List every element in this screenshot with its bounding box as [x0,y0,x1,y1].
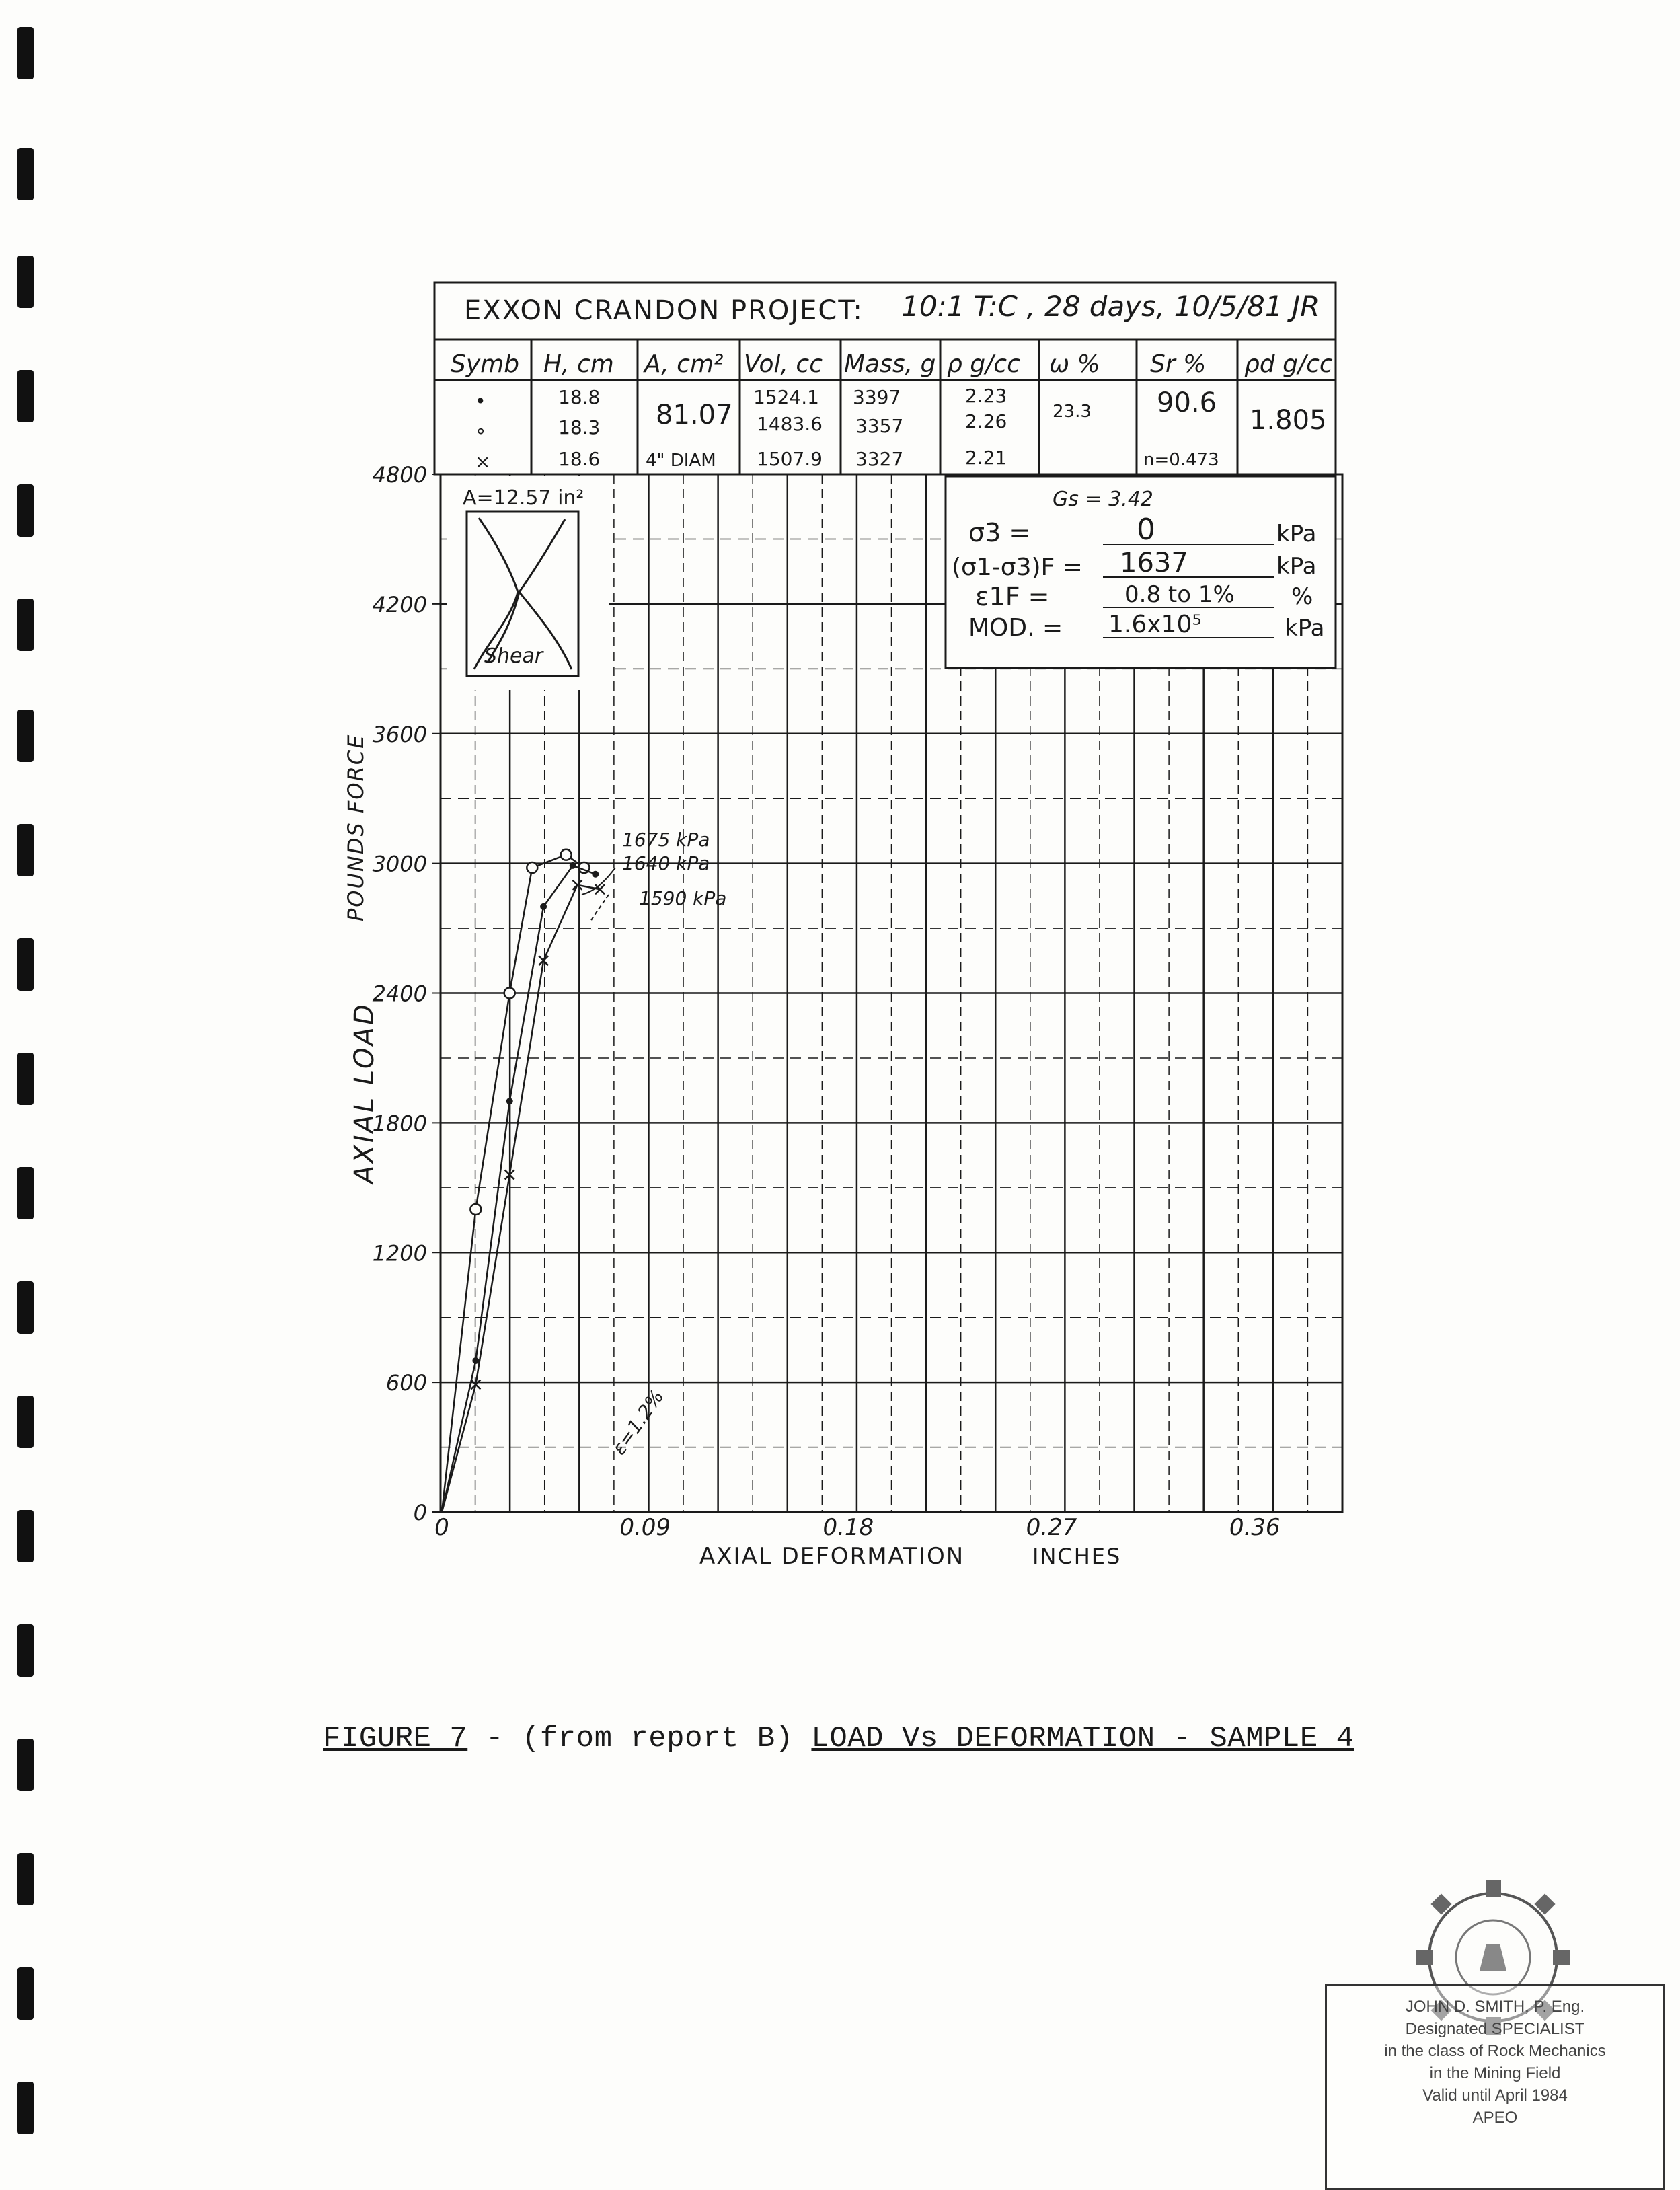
series-line-3 [442,885,600,1512]
y-axis-sublabel: POUNDS FORCE [343,733,369,921]
y-tick-label: 1200 [372,1240,427,1267]
col-header-w: ω % [1049,350,1100,378]
gs-value: Gs = 3.42 [1053,488,1153,511]
caption-title: LOAD Vs DEFORMATION - SAMPLE 4 [811,1722,1354,1755]
row-1-h: 18.8 [558,386,601,408]
y-tick-label: 4800 [372,462,427,488]
y-axis-label: AXIAL LOAD [349,1002,380,1184]
caption-prefix: FIGURE 7 [323,1722,468,1755]
row-3-rho: 2.21 [965,447,1007,469]
row-1-mass: 3397 [853,386,901,408]
stamp-line: APEO [1472,2109,1518,2127]
row-2-mass: 3357 [855,415,904,437]
annotation-strain: ε=1.2% [607,1386,669,1460]
row-1-rho: 2.23 [965,385,1007,407]
mod-value: 1.6x10⁵ [1108,611,1202,638]
col-header-area: A, cm² [644,350,724,378]
stamp-line: JOHN D. SMITH, P. Eng. [1405,1998,1585,2016]
row-3-h: 18.6 [558,448,601,470]
annotation-peak-1: 1675 kPa [622,829,710,851]
stamp-box [1325,1984,1665,2190]
row-2-h: 18.3 [558,416,601,439]
sigma3-unit: kPa [1276,521,1317,548]
saturation: 90.6 [1157,387,1217,418]
col-header-symb: Symb [451,350,520,378]
col-header-vol: Vol, cc [744,350,823,378]
x-tick-label: 0 [434,1514,449,1541]
x-axis-unit: INCHES [1032,1544,1122,1569]
row-2-vol: 1483.6 [757,413,823,435]
sigma3-label: σ3 = [968,518,1031,548]
specimen-failure-label: Shear [484,644,543,668]
series-line-2 [442,866,595,1512]
data-point-open-circle [504,988,515,999]
caption-middle: - (from report B) [467,1722,812,1755]
results-block [946,476,1336,668]
sigma3-value: 0 [1137,513,1155,547]
deviator-unit: kPa [1276,553,1317,580]
x-tick-label: 0.27 [1026,1514,1077,1541]
strain-value: 0.8 to 1% [1124,581,1235,608]
stamp-line: Designated SPECIALIST [1405,2020,1585,2038]
project-title: EXXON CRANDON PROJECT: [464,295,864,326]
strain-label: ε1F = [975,582,1050,611]
deviator-value: 1637 [1120,548,1188,578]
col-header-mass: Mass, g [844,350,936,378]
specimen-sketch [447,476,609,690]
x-tick-label: 0.09 [619,1514,671,1541]
x-tick-label: 0.18 [823,1514,874,1541]
strain-unit: % [1291,583,1313,610]
y-tick-label: 3600 [372,721,427,747]
annotation-peak-3: 1590 kPa [639,887,727,909]
deviator-label: (σ1-σ3)F = [952,554,1083,581]
y-tick-label: 3000 [372,851,427,877]
data-point-dot [592,871,599,878]
y-tick-label: 600 [385,1370,427,1396]
row-2-rho: 2.26 [965,410,1007,432]
data-point-dot [540,903,547,910]
y-tick-label: 4200 [372,591,427,617]
row-3-symbol: × [475,451,491,473]
x-tick-label: 0.36 [1229,1514,1281,1541]
data-point-open-circle [527,862,537,873]
stamp-line: in the class of Rock Mechanics [1384,2042,1606,2060]
col-header-h: H, cm [543,350,614,378]
annotation-peak-2: 1640 kPa [622,852,710,874]
row-3-vol: 1507.9 [757,448,823,470]
water-content: 23.3 [1053,402,1092,422]
y-tick-label: 2400 [372,981,427,1007]
stamp-line: Valid until April 1984 [1422,2086,1568,2105]
y-tick-label: 0 [413,1500,427,1525]
dry-density: 1.805 [1250,405,1327,436]
data-point-dot [570,862,576,869]
area-value: 81.07 [656,400,733,430]
row-1-vol: 1524.1 [753,386,819,408]
data-point-open-circle [470,1204,481,1215]
mod-unit: kPa [1285,615,1325,642]
project-detail: 10:1 T:C , 28 days, 10/5/81 JR [901,290,1320,323]
data-point-dot [472,1357,479,1364]
data-point-open-circle [561,849,572,860]
col-header-sr: Sr % [1150,350,1207,378]
col-header-rhod: ρd g/cc [1244,350,1333,378]
specimen-area-label: A=12.57 in² [463,486,584,510]
engineer-stamp [1325,1870,1680,2189]
col-header-rho: ρ g/cc [947,350,1020,378]
plot-series [442,849,605,1512]
area-note: 4" DIAM [646,451,716,471]
y-tick-label: 1800 [372,1110,427,1137]
row-3-mass: 3327 [855,448,904,470]
data-point-dot [506,1098,513,1104]
porosity: n=0.473 [1143,450,1219,470]
figure-caption [323,1722,1354,1755]
x-axis-label: AXIAL DEFORMATION [699,1543,965,1570]
row-2-symbol: ∘ [475,420,487,442]
stamp-text [1327,1996,1663,2129]
mod-label: MOD. = [968,614,1063,642]
stamp-line: in the Mining Field [1429,2064,1561,2082]
row-1-symbol: • [475,390,486,412]
